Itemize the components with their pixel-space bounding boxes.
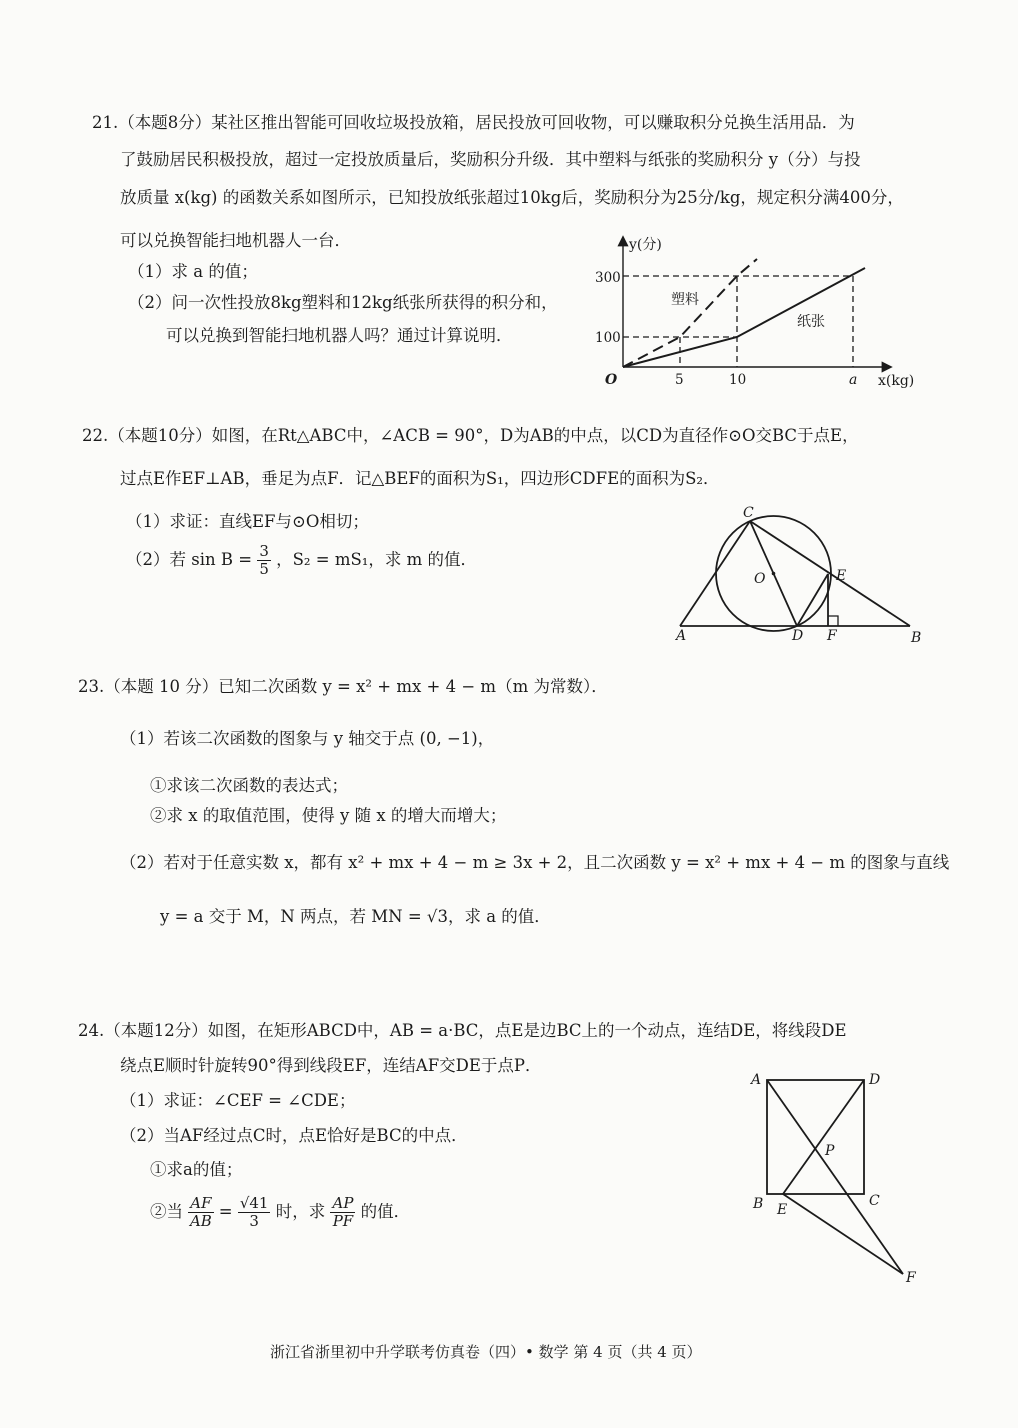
x-axis-label: x(kg) <box>878 373 915 389</box>
segment-ac <box>680 521 750 626</box>
label-f: F <box>906 1270 916 1286</box>
label-a: A <box>676 628 687 644</box>
q24-sqrt41-fraction <box>238 1196 271 1229</box>
q24-line-1: 24.（本题12分）如图，在矩形ABCD中，AB = a·BC，点E是边BC上的一个动点，连结DE，将线段DE <box>78 1021 847 1040</box>
label-d: D <box>869 1072 881 1088</box>
rectangle-abcd <box>767 1080 864 1194</box>
paper-label: 纸张 <box>797 314 825 330</box>
tick-x5: 5 <box>675 372 684 388</box>
label-c: C <box>869 1193 880 1209</box>
q21-line-2: 了鼓励居民积极投放，超过一定投放质量后，奖励积分升级．其中塑料与纸张的奖励积分 y（分）与投 <box>120 150 861 169</box>
q21-function-graph <box>585 232 930 394</box>
q21-line-4: 可以兑换智能扫地机器人一台． <box>120 231 351 250</box>
q23-part-2: （2）若对于任意实数 x，都有 x² + mx + 4 − m ≥ 3x + 2，且二次函数 y = x² + mx + 4 − m 的图象与直线 <box>120 853 950 872</box>
q24-line-2: 绕点E顺时针旋转90°得到线段EF，连结AF交DE于点P． <box>120 1056 542 1075</box>
q22-sinb-denominator: 5 <box>259 560 269 578</box>
q21-part-2b: 可以兑换到智能扫地机器人吗？通过计算说明． <box>166 326 513 345</box>
q21-part-1: （1）求 a 的值； <box>128 262 258 281</box>
q24-pf-denominator: PF <box>332 1212 354 1230</box>
right-angle-mark <box>828 616 838 626</box>
paper-line <box>623 268 865 367</box>
q24-part-2b-mid: 时，求 <box>275 1202 326 1221</box>
center-point-o <box>772 572 776 576</box>
q24-af-numerator: AF <box>190 1194 212 1212</box>
tick-y100: 100 <box>595 330 621 346</box>
q22-circle-figure <box>670 503 930 648</box>
label-d: D <box>792 628 804 644</box>
q23-part-2b: y = a 交于 M，N 两点，若 MN = √3，求 a 的值． <box>160 907 551 926</box>
q24-part-2: （2）当AF经过点C时，点E恰好是BC的中点． <box>120 1126 468 1145</box>
q24-sqrt41-numerator: √41 <box>239 1194 269 1212</box>
tick-x10: 10 <box>729 372 747 388</box>
q24-ap-pf-fraction <box>330 1196 355 1229</box>
tick-y300: 300 <box>595 270 621 286</box>
q24-part-1: （1）求证：∠CEF = ∠CDE； <box>120 1091 356 1110</box>
q24-ap-numerator: AP <box>332 1194 354 1212</box>
q24-part-2b <box>150 1196 410 1229</box>
q21-line-1: 21.（本题8分）某社区推出智能可回收垃圾投放箱，居民投放可回收物，可以赚取积分兑换生活用品．为 <box>92 113 855 132</box>
q21-part-2a: （2）问一次性投放8kg塑料和12kg纸张所获得的积分和， <box>128 293 558 312</box>
q24-part-2a: ①求a的值； <box>150 1160 243 1179</box>
origin-label: O <box>605 372 618 388</box>
label-o: O <box>754 571 766 587</box>
segment-ef <box>783 1194 903 1274</box>
label-c: C <box>743 505 754 521</box>
q24-ab-denominator: AB <box>189 1212 212 1230</box>
q24-part-2b-suffix: 的值． <box>360 1202 411 1221</box>
q22-sinb-fraction <box>257 544 271 577</box>
plastic-label: 塑料 <box>671 292 699 308</box>
q22-sinb-numerator: 3 <box>259 542 269 560</box>
segment-af <box>767 1080 903 1274</box>
segment-de <box>797 574 828 626</box>
q22-line-1: 22.（本题10分）如图，在Rt△ABC中，∠ACB = 90°，D为AB的中点，以CD为直径作⊙O交BC于点E， <box>82 426 859 445</box>
page-footer: 浙江省浙里初中升学联考仿真卷（四）• 数学 第 4 页（共 4 页） <box>270 1343 702 1361</box>
label-b: B <box>911 630 922 646</box>
segment-de <box>783 1080 864 1194</box>
q21-line-3: 放质量 x(kg) 的函数关系如图所示，已知投放纸张超过10kg后，奖励积分为25分/kg，规定积分满400分， <box>120 188 904 207</box>
q24-equals-sign: = <box>218 1202 233 1221</box>
q23-line-1: 23.（本题 10 分）已知二次函数 y = x² + mx + 4 − m（m 为常数）． <box>78 677 608 696</box>
q22-part-2-suffix: ，S₂ = mS₁，求 m 的值． <box>276 550 478 569</box>
q22-line-2: 过点E作EF⊥AB，垂足为点F．记△BEF的面积为S₁，四边形CDFE的面积为S₂． <box>120 469 720 488</box>
y-axis-label: y(分) <box>629 237 662 253</box>
q22-part-2-prefix: （2）若 sin B = <box>126 550 253 569</box>
q24-af-ab-fraction <box>188 1196 213 1229</box>
label-p: P <box>825 1143 835 1159</box>
q24-three-denominator: 3 <box>249 1212 259 1230</box>
label-f: F <box>827 628 837 644</box>
q22-part-1: （1）求证：直线EF与⊙O相切； <box>126 512 369 531</box>
q23-part-1: （1）若该二次函数的图象与 y 轴交于点 (0, −1)， <box>120 729 495 748</box>
q23-part-1b: ②求 x 的取值范围，使得 y 随 x 的增大而增大； <box>150 806 507 825</box>
q23-part-1a: ①求该二次函数的表达式； <box>150 776 348 795</box>
q22-part-2 <box>126 544 477 577</box>
q24-part-2b-prefix: ②当 <box>150 1202 183 1221</box>
tick-xa: a <box>849 372 858 388</box>
label-b: B <box>753 1196 764 1212</box>
q24-rectangle-figure <box>745 1064 930 1289</box>
label-e: E <box>836 568 847 584</box>
label-e: E <box>777 1202 788 1218</box>
label-a: A <box>751 1072 762 1088</box>
